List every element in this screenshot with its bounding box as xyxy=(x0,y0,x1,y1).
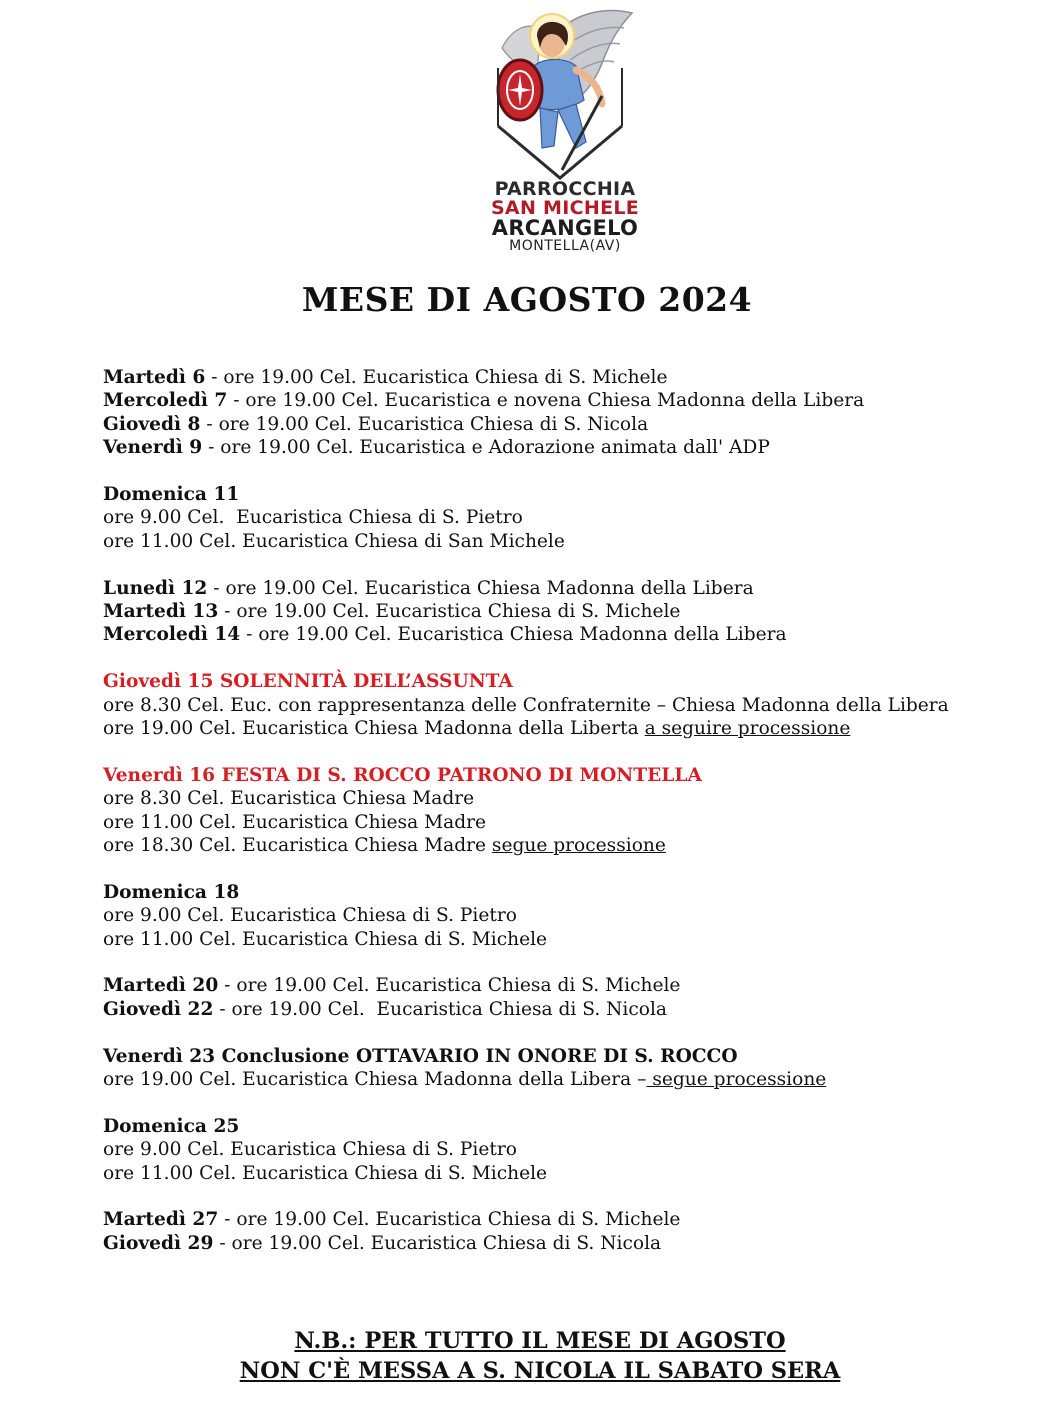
schedule-row xyxy=(103,600,1033,623)
footnote xyxy=(0,1326,1054,1386)
schedule-line: ore 11.00 Cel. Eucaristica Chiesa Madre xyxy=(103,811,486,833)
line-text: ore 18.30 Cel. Eucaristica Chiesa Madre xyxy=(103,835,492,857)
saint-michael-emblem xyxy=(492,8,638,184)
procession-note: segue processione xyxy=(491,835,666,857)
row-text: - ore 19.00 Cel. Eucaristica Chiesa Madonna della Libera xyxy=(207,577,754,599)
footnote-line-1: N.B.: PER TUTTO IL MESE DI AGOSTO xyxy=(294,1328,786,1354)
procession-note: segue processione xyxy=(646,1069,827,1091)
row-text: - ore 19.00 Cel. Eucaristica e Adorazione animata dall' ADP xyxy=(202,437,770,459)
schedule-row xyxy=(103,1208,1033,1231)
day-label: Martedì 13 xyxy=(103,601,219,623)
day-label: Giovedì 22 xyxy=(103,998,214,1020)
schedule-row xyxy=(103,389,1033,412)
schedule-row xyxy=(103,366,1033,389)
day-label: Giovedì 8 xyxy=(103,413,201,435)
schedule-row xyxy=(103,413,1033,436)
schedule-line: ore 11.00 Cel. Eucaristica Chiesa di S. Michele xyxy=(103,928,548,950)
feast-heading-assunta: Giovedì 15 SOLENNITÀ DELL’ASSUNTA xyxy=(103,671,513,693)
schedule-line: ore 9.00 Cel. Eucaristica Chiesa di S. Pietro xyxy=(103,1139,517,1161)
feast-heading-san-rocco: Venerdì 16 FESTA DI S. ROCCO PATRONO DI MONTELLA xyxy=(103,764,702,786)
schedule-row xyxy=(103,623,1033,646)
logo-line-arcangelo: ARCANGELO xyxy=(491,216,639,240)
day-label: Martedì 6 xyxy=(103,367,206,388)
logo-line-montella: MONTELLA(AV) xyxy=(509,238,621,254)
schedule-line xyxy=(103,717,1033,740)
row-text: - ore 19.00 Cel. Eucaristica e novena Chiesa Madonna della Libera xyxy=(227,390,865,412)
schedule-line xyxy=(103,1068,1033,1091)
schedule-line: ore 8.30 Cel. Eucaristica Chiesa Madre xyxy=(103,788,475,810)
logo-line-san-michele: SAN MICHELE xyxy=(490,197,640,219)
row-text: - ore 19.00 Cel. Eucaristica Chiesa di S. Michele xyxy=(205,367,668,388)
schedule-line: ore 9.00 Cel. Eucaristica Chiesa di S. Pietro xyxy=(103,507,523,529)
row-text: - ore 19.00 Cel. Eucaristica Chiesa di S. Michele xyxy=(218,975,681,997)
schedule-row xyxy=(103,577,1033,600)
page-title: MESE DI AGOSTO 2024 xyxy=(301,280,753,319)
schedule-line xyxy=(103,834,1033,857)
row-text: - ore 19.00 Cel. Eucaristica Chiesa di S. Nicola xyxy=(213,1232,662,1254)
section-heading: Domenica 18 xyxy=(103,881,240,903)
schedule-line: ore 8.30 Cel. Euc. con rappresentanza delle Confraternite – Chiesa Madonna della Libera xyxy=(103,694,949,716)
schedule-row xyxy=(103,1232,1033,1255)
row-text: - ore 19.00 Cel. Eucaristica Chiesa di S. Nicola xyxy=(213,998,668,1020)
schedule-line: ore 11.00 Cel. Eucaristica Chiesa di San Michele xyxy=(103,530,565,552)
procession-note: a seguire processione xyxy=(644,718,851,740)
row-text: - ore 19.00 Cel. Eucaristica Chiesa di S. Michele xyxy=(218,1209,681,1231)
row-text: - ore 19.00 Cel. Eucaristica Chiesa di S. Michele xyxy=(218,601,681,623)
schedule-row xyxy=(103,974,1033,997)
schedule-row xyxy=(103,998,1033,1021)
section-heading: Venerdì 23 Conclusione OTTAVARIO IN ONORE DI S. ROCCO xyxy=(103,1045,738,1067)
schedule-row xyxy=(103,436,1033,459)
line-text: ore 19.00 Cel. Eucaristica Chiesa Madonna della Libera – xyxy=(103,1069,647,1091)
line-text: ore 19.00 Cel. Eucaristica Chiesa Madonna della Liberta xyxy=(103,718,645,740)
footnote-line-2: NON C'È MESSA A S. NICOLA IL SABATO SERA xyxy=(239,1358,841,1384)
schedule-line: ore 11.00 Cel. Eucaristica Chiesa di S. Michele xyxy=(103,1162,548,1184)
schedule xyxy=(103,366,1033,1255)
parish-logo xyxy=(480,8,650,258)
day-label: Martedì 20 xyxy=(103,975,219,997)
day-label: Giovedì 29 xyxy=(103,1232,214,1254)
day-label: Lunedì 12 xyxy=(103,577,208,599)
schedule-line: ore 9.00 Cel. Eucaristica Chiesa di S. Pietro xyxy=(103,905,517,927)
logo-line-parrocchia: PARROCCHIA xyxy=(494,178,636,200)
day-label: Martedì 27 xyxy=(103,1209,219,1231)
day-label: Mercoledì 7 xyxy=(103,390,228,412)
row-text: - ore 19.00 Cel. Eucaristica Chiesa di S. Nicola xyxy=(200,413,649,435)
section-heading: Domenica 11 xyxy=(103,484,240,506)
row-text: - ore 19.00 Cel. Eucaristica Chiesa Madonna della Libera xyxy=(240,624,787,646)
section-heading: Domenica 25 xyxy=(103,1115,240,1137)
day-label: Mercoledì 14 xyxy=(103,624,241,646)
day-label: Venerdì 9 xyxy=(103,437,203,459)
